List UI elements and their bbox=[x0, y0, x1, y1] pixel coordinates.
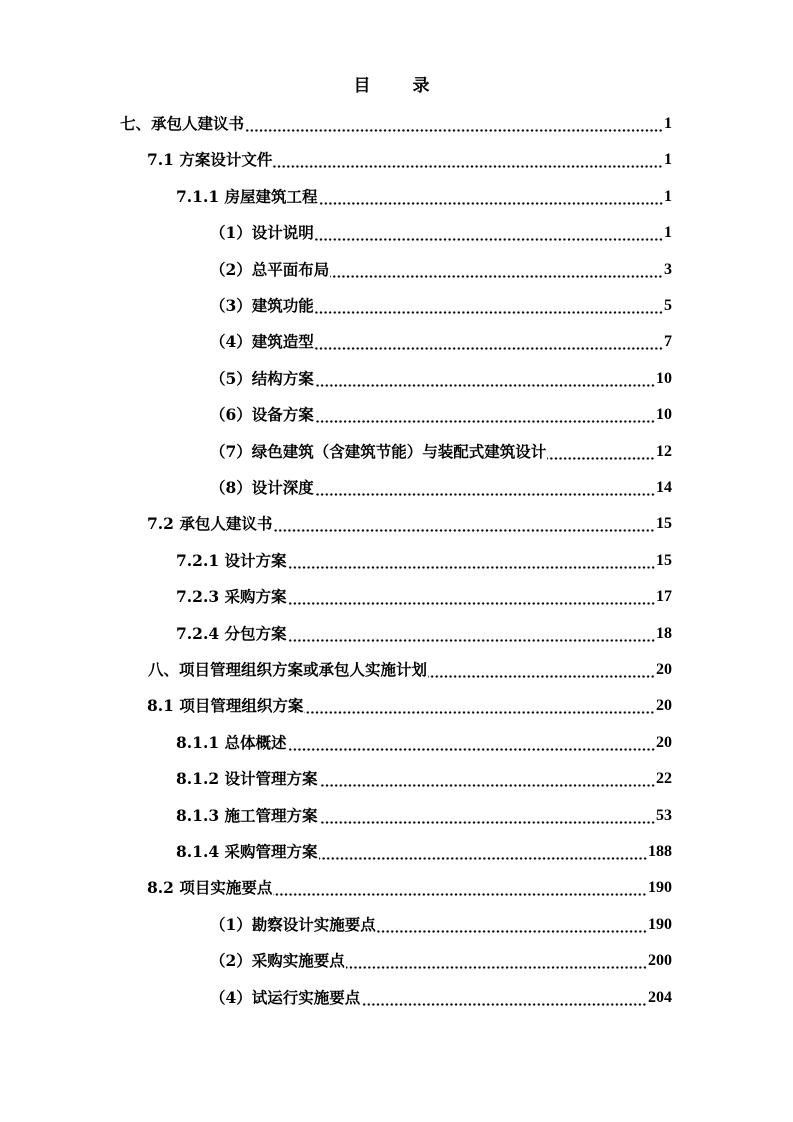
toc-entry-page: 10 bbox=[656, 406, 672, 424]
toc-entry-label: （1）设计说明 bbox=[210, 223, 314, 243]
toc-entry-page: 200 bbox=[648, 952, 672, 970]
toc-entry[interactable] bbox=[210, 401, 672, 429]
toc-entry-page: 1 bbox=[664, 187, 672, 205]
dot-leader bbox=[319, 765, 655, 793]
toc-entry-label: 7.2.3 采购方案 bbox=[176, 587, 287, 607]
dot-leader bbox=[288, 583, 655, 611]
toc-entry-page: 22 bbox=[656, 770, 672, 788]
toc-entry[interactable] bbox=[210, 438, 672, 466]
toc-entry-page: 1 bbox=[664, 115, 672, 132]
toc-entry-label: 7.2 承包人建议书 bbox=[147, 514, 273, 534]
dot-leader bbox=[288, 547, 655, 575]
dot-leader bbox=[315, 365, 655, 393]
toc-entry-page: 5 bbox=[664, 297, 672, 314]
toc-entry[interactable] bbox=[210, 911, 672, 939]
dot-leader bbox=[315, 474, 655, 502]
dot-leader bbox=[273, 146, 663, 174]
dot-leader bbox=[377, 911, 647, 939]
toc-entry-label: 7.1 方案设计文件 bbox=[147, 150, 273, 170]
toc-entry-label: 7.2.4 分包方案 bbox=[176, 623, 287, 643]
toc-entry-page: 14 bbox=[656, 479, 672, 496]
dot-leader bbox=[315, 219, 663, 247]
toc-entry-label: （4）试运行实施要点 bbox=[210, 987, 361, 1007]
toc-entry-page: 10 bbox=[656, 369, 672, 387]
toc-entry[interactable] bbox=[176, 620, 672, 648]
toc-entry-label: （6）设备方案 bbox=[210, 405, 314, 425]
toc-entry[interactable] bbox=[148, 656, 672, 684]
toc-entry-label: 8.2 项目实施要点 bbox=[147, 878, 273, 898]
toc-entry-label: （3）建筑功能 bbox=[210, 296, 314, 315]
toc-entry-page: 15 bbox=[656, 515, 672, 533]
toc-entry[interactable] bbox=[210, 474, 672, 502]
toc-entry-page: 20 bbox=[656, 697, 672, 715]
toc-entry-label: 8.1.4 采购管理方案 bbox=[176, 842, 318, 861]
toc-entry[interactable] bbox=[176, 765, 672, 793]
toc-entry-label: （5）结构方案 bbox=[210, 368, 314, 388]
toc-entry[interactable] bbox=[147, 510, 672, 538]
toc-entry[interactable] bbox=[176, 583, 672, 611]
dot-leader bbox=[288, 729, 655, 757]
toc-entry-page: 20 bbox=[656, 661, 672, 678]
dot-leader bbox=[547, 438, 655, 466]
dot-leader bbox=[361, 984, 647, 1012]
toc-entry-page: 204 bbox=[648, 988, 672, 1006]
toc-entry-label: （4）建筑造型 bbox=[210, 332, 314, 352]
toc-entry-label: 7.1.1 房屋建筑工程 bbox=[176, 186, 318, 206]
dot-leader bbox=[315, 292, 663, 320]
dot-leader bbox=[319, 838, 647, 866]
toc-entry[interactable] bbox=[176, 729, 672, 757]
toc-entry[interactable] bbox=[176, 802, 672, 830]
dot-leader bbox=[245, 110, 663, 138]
toc-entry-page: 20 bbox=[656, 733, 672, 751]
toc-entry-label: 8.1 项目管理组织方案 bbox=[147, 696, 304, 716]
dot-leader bbox=[319, 183, 663, 211]
toc-entry-page: 1 bbox=[664, 151, 672, 169]
toc-entry-page: 7 bbox=[664, 333, 672, 351]
dot-leader bbox=[273, 874, 647, 902]
dot-leader bbox=[315, 401, 655, 429]
toc-entry[interactable] bbox=[210, 292, 672, 320]
toc-entry-label: （7）绿色建筑（含建筑节能）与装配式建筑设计 bbox=[210, 441, 547, 461]
toc-entry-label: （2）总平面布局 bbox=[210, 259, 330, 279]
toc-entry[interactable] bbox=[210, 219, 672, 247]
toc-entry-label: 七、承包人建议书 bbox=[120, 114, 245, 133]
toc-entry-page: 15 bbox=[656, 551, 672, 569]
toc-entry[interactable] bbox=[147, 874, 672, 902]
toc-entry-page: 1 bbox=[664, 224, 672, 242]
toc-entry-label: 八、项目管理组织方案或承包人实施计划 bbox=[148, 660, 428, 679]
toc-entry-label: （1）勘察设计实施要点 bbox=[210, 914, 376, 934]
toc-entry-page: 190 bbox=[648, 879, 672, 897]
toc-title: 目 录 bbox=[353, 76, 448, 96]
toc-entry-label: 8.1.1 总体概述 bbox=[176, 732, 287, 752]
toc-entry[interactable] bbox=[210, 256, 672, 284]
toc-entry-page: 12 bbox=[656, 442, 672, 460]
toc-entry-page: 17 bbox=[656, 588, 672, 606]
toc-entry-page: 188 bbox=[648, 843, 672, 860]
toc-entry-label: （2）采购实施要点 bbox=[210, 951, 345, 971]
toc-entry[interactable] bbox=[210, 328, 672, 356]
toc-entry-label: 8.1.2 设计管理方案 bbox=[176, 769, 318, 789]
dot-leader bbox=[304, 692, 655, 720]
toc-entry-label: （8）设计深度 bbox=[210, 478, 314, 497]
toc-entry[interactable] bbox=[210, 984, 672, 1012]
toc-entry[interactable] bbox=[120, 110, 672, 138]
dot-leader bbox=[346, 947, 647, 975]
toc-entry[interactable] bbox=[176, 183, 672, 211]
toc-entry-page: 190 bbox=[648, 915, 672, 933]
toc-entry-label: 8.1.3 施工管理方案 bbox=[176, 805, 318, 825]
toc-entry-page: 3 bbox=[664, 260, 672, 278]
toc-entry[interactable] bbox=[210, 947, 672, 975]
toc-entry[interactable] bbox=[210, 365, 672, 393]
toc-entry-label: 7.2.1 设计方案 bbox=[176, 550, 287, 570]
dot-leader bbox=[428, 656, 655, 684]
toc-entry-page: 18 bbox=[656, 624, 672, 642]
dot-leader bbox=[288, 620, 655, 648]
dot-leader bbox=[315, 328, 663, 356]
toc-entry[interactable] bbox=[147, 146, 672, 174]
toc-entry[interactable] bbox=[176, 547, 672, 575]
toc-entry[interactable] bbox=[176, 838, 672, 866]
dot-leader bbox=[319, 802, 655, 830]
toc-entry-page: 53 bbox=[656, 806, 672, 824]
dot-leader bbox=[273, 510, 655, 538]
dot-leader bbox=[330, 256, 663, 284]
toc-entry[interactable] bbox=[147, 692, 672, 720]
